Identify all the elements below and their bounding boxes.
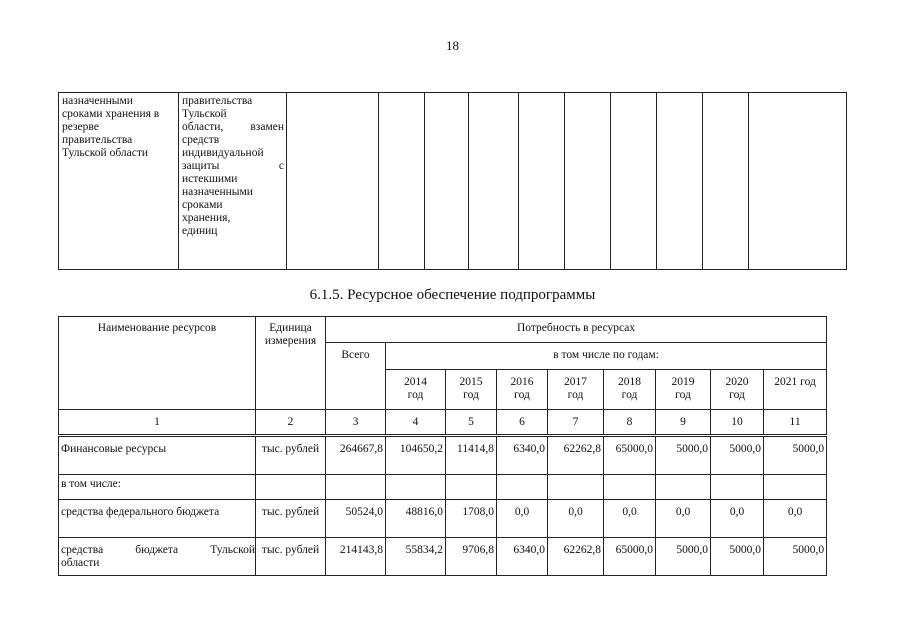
value-cell: 6340,0 — [497, 538, 548, 576]
text-line: Тульской области — [62, 147, 149, 159]
value-cell: 48816,0 — [386, 500, 446, 538]
header-resource-name: Наименование ресурсов — [59, 317, 256, 410]
header-year — [604, 370, 656, 410]
column-number: 2 — [256, 410, 326, 436]
table-row — [59, 475, 827, 500]
header-total: Всего — [326, 343, 386, 410]
value-cell: 62262,8 — [548, 436, 604, 475]
value-cell: 65000,0 — [604, 436, 656, 475]
text-word: бюджета — [135, 544, 179, 556]
header-year — [386, 370, 446, 410]
header-year — [711, 370, 764, 410]
text-line: индивидуальной — [182, 147, 264, 159]
year-number: 2014 — [404, 376, 427, 388]
value-cell: 0,0 — [764, 500, 827, 538]
empty-cell — [764, 475, 827, 500]
table-row — [59, 500, 827, 538]
column-number: 6 — [497, 410, 548, 436]
year-number: 2015 — [459, 376, 483, 388]
year-number: 2016 — [510, 376, 534, 388]
text-line: хранения, — [182, 212, 231, 224]
value-cell: 62262,8 — [548, 538, 604, 576]
year-number: 2017 — [564, 376, 587, 388]
year-suffix: год — [463, 389, 479, 401]
value-cell: 65000,0 — [604, 538, 656, 576]
text-line: единиц — [182, 225, 218, 237]
empty-cell — [604, 475, 656, 500]
text-line: области — [61, 557, 100, 569]
indicator-name-cell — [59, 93, 179, 270]
value-cell: 5000,0 — [711, 436, 764, 475]
text-word: Тульской — [210, 544, 255, 556]
value-cell: 0,0 — [656, 500, 711, 538]
text-line-justified — [182, 160, 284, 173]
header-year — [548, 370, 604, 410]
value-cell: 9706,8 — [446, 538, 497, 576]
header-year — [764, 370, 827, 410]
header-need: Потребность в ресурсах — [326, 317, 827, 343]
text-line: резерве — [62, 121, 99, 133]
text-word: средства — [61, 544, 104, 556]
row-label: Финансовые ресурсы — [59, 436, 256, 475]
column-number: 1 — [59, 410, 256, 436]
text-line-justified — [182, 121, 284, 134]
empty-cell — [749, 93, 847, 270]
text-word: защиты — [182, 160, 220, 172]
column-number: 10 — [711, 410, 764, 436]
row-unit: тыс. рублей — [256, 436, 326, 475]
year-suffix: год — [675, 389, 691, 401]
column-number: 7 — [548, 410, 604, 436]
text-word: взамен — [250, 121, 284, 133]
empty-cell — [379, 93, 425, 270]
year-number: 2021 год — [774, 376, 816, 388]
empty-cell — [519, 93, 565, 270]
value-cell: 6340,0 — [497, 436, 548, 475]
year-number: 2019 — [671, 376, 695, 388]
value-cell: 50524,0 — [326, 500, 386, 538]
table-row — [59, 436, 827, 475]
table-row — [59, 538, 827, 576]
column-number: 11 — [764, 410, 827, 436]
section-title: 6.1.5. Ресурсное обеспечение подпрограммы — [309, 287, 596, 303]
year-suffix: год — [729, 389, 745, 401]
value-cell: 55834,2 — [386, 538, 446, 576]
year-suffix: год — [567, 389, 584, 401]
column-number: 9 — [656, 410, 711, 436]
header-year — [446, 370, 497, 410]
year-suffix: год — [407, 389, 424, 401]
row-label: средства федерального бюджета — [59, 500, 256, 538]
text-line-justified — [61, 544, 255, 557]
value-cell: 5000,0 — [764, 538, 827, 576]
continuation-table — [58, 92, 847, 270]
value-cell: 264667,8 — [326, 436, 386, 475]
value-cell: 11414,8 — [446, 436, 497, 475]
value-cell: 0,0 — [497, 500, 548, 538]
empty-cell — [425, 93, 469, 270]
row-unit: тыс. рублей — [256, 538, 326, 576]
header-by-years: в том числе по годам: — [386, 343, 827, 370]
value-cell: 5000,0 — [764, 436, 827, 475]
row-unit: тыс. рублей — [256, 500, 326, 538]
column-number: 8 — [604, 410, 656, 436]
table-row — [59, 93, 847, 270]
column-numbers-row — [59, 410, 827, 436]
empty-cell — [565, 93, 611, 270]
column-number: 3 — [326, 410, 386, 436]
row-label: в том числе: — [59, 475, 256, 500]
empty-cell — [287, 93, 379, 270]
empty-cell — [256, 475, 326, 500]
year-suffix: год — [621, 389, 638, 401]
page-number: 18 — [446, 38, 459, 53]
row-label — [59, 538, 256, 576]
empty-cell — [656, 475, 711, 500]
header-year — [497, 370, 548, 410]
header-row — [59, 317, 827, 343]
value-cell: 5000,0 — [656, 436, 711, 475]
value-cell: 0,0 — [711, 500, 764, 538]
empty-cell — [326, 475, 386, 500]
text-line: назначенными — [62, 95, 133, 107]
column-number: 4 — [386, 410, 446, 436]
text-line: правительства — [182, 95, 253, 107]
text-word: области, — [182, 121, 224, 133]
year-number: 2020 — [725, 376, 749, 388]
empty-cell — [469, 93, 519, 270]
empty-cell — [703, 93, 749, 270]
value-cell: 0,0 — [604, 500, 656, 538]
text-line: Тульской — [182, 108, 227, 120]
empty-cell — [497, 475, 548, 500]
text-line: назначенными — [182, 186, 253, 198]
header-year — [656, 370, 711, 410]
value-cell: 214143,8 — [326, 538, 386, 576]
year-suffix: год — [514, 389, 530, 401]
text-line: истекшими — [182, 173, 238, 185]
empty-cell — [386, 475, 446, 500]
text-line: правительства — [62, 134, 133, 146]
empty-cell — [548, 475, 604, 500]
value-cell: 104650,2 — [386, 436, 446, 475]
empty-cell — [711, 475, 764, 500]
text-word: с — [278, 160, 284, 172]
empty-cell — [657, 93, 703, 270]
value-cell: 1708,0 — [446, 500, 497, 538]
resource-table — [58, 316, 827, 576]
text-line: средств — [182, 134, 220, 146]
text-line: сроками — [182, 199, 223, 211]
indicator-description-cell — [179, 93, 287, 270]
empty-cell — [446, 475, 497, 500]
text-line: сроками хранения в — [62, 108, 160, 120]
value-cell: 5000,0 — [656, 538, 711, 576]
value-cell: 5000,0 — [711, 538, 764, 576]
empty-cell — [611, 93, 657, 270]
year-number: 2018 — [618, 376, 641, 388]
column-number: 5 — [446, 410, 497, 436]
value-cell: 0,0 — [548, 500, 604, 538]
header-unit: Единица измерения — [256, 317, 326, 410]
